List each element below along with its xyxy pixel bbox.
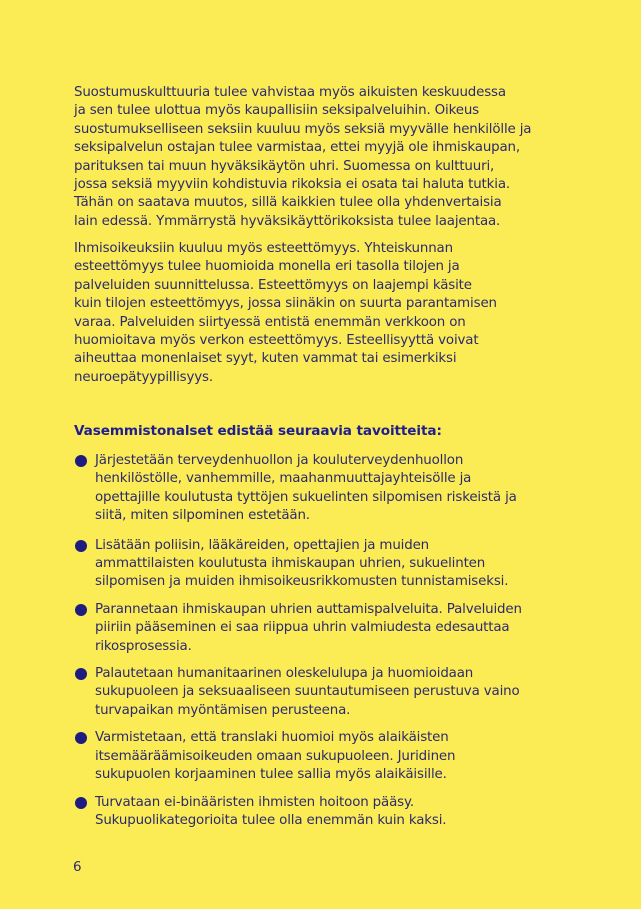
bullet-dot-icon (75, 604, 87, 616)
list-item-line: henkilöstölle, vanhemmille, maahanmuuttajayhteisölle ja (95, 471, 472, 487)
list-item (74, 601, 554, 656)
paragraph-line: aiheuttaa monenlaiset syyt, kuten vammat tai esimerkiksi (74, 351, 457, 367)
paragraph-line: Ihmisoikeuksiin kuuluu myös esteettömyys. Yhteiskunnan (74, 241, 453, 256)
list-item-line: sukupuolen korjaaminen tulee sallia myös alaikäisille. (95, 767, 447, 783)
bullet-dot-icon (75, 732, 87, 744)
bullet-dot-icon (75, 455, 87, 467)
paragraph-line: ja sen tulee ulottua myös kaupallisiin seksipalveluihin. Oikeus (74, 103, 479, 119)
paragraph-line: seksipalvelun ostajan tulee varmistaa, ettei myyjä ole ihmiskaupan, (74, 140, 521, 156)
paragraph-line: parituksen tai muun hyväksikäytön uhri. Suomessa on kulttuuri, (74, 158, 495, 174)
list-item (74, 665, 554, 720)
list-item-line: piiriin pääseminen ei saa riippua uhrin valmiudesta edesauttaa (95, 620, 510, 636)
list-item-line: siitä, miten silpominen estetään. (95, 508, 310, 524)
list-item (74, 537, 554, 592)
list-item-line: Järjestetään terveydenhuollon ja kouluterveydenhuollon (95, 453, 464, 468)
list-item-line: Palautetaan humanitaarinen oleskelulupa ja huomioidaan (95, 666, 474, 682)
goals-list (74, 452, 554, 830)
paragraph-line: kuin tilojen esteettömyys, jossa siinäkin on suurta parantamisen (74, 296, 497, 312)
list-item (74, 729, 554, 784)
paragraph-line: jossa seksiä myyviin kohdistuvia rikoksia ei osata tai haluta tutkia. (74, 177, 510, 193)
list-item-line: Parannetaan ihmiskaupan uhrien auttamispalveluita. Palveluiden (95, 601, 522, 617)
list-item-line: turvapaikan myöntämisen perusteena. (95, 702, 351, 718)
list-item-line: Sukupuolikategorioita tulee olla enemmän kuin kaksi. (95, 812, 447, 828)
paragraph-line: palveluiden suunnittelussa. Esteettömyys on laajempi käsite (74, 277, 472, 293)
list-item-line: silpomisen ja muiden ihmisoikeusrikkomusten tunnistamiseksi. (95, 574, 509, 590)
paragraph-line: huomioitava myös verkon esteettömyys. Esteellisyyttä voivat (74, 333, 479, 349)
paragraph-line: esteettömyys tulee huomioida monella eri tasolla tilojen ja (74, 259, 460, 275)
accessibility-paragraph (74, 240, 554, 387)
list-item-line: Lisätään poliisin, lääkäreiden, opettajien ja muiden (95, 537, 430, 553)
paragraph-line: lain edessä. Ymmärrystä hyväksikäyttörikoksista tulee laajentaa. (74, 213, 501, 229)
paragraph-line: varaa. Palveluiden siirtyessä entistä enemmän verkkoon on (74, 314, 466, 330)
list-item-line: Varmistetaan, että translaki huomioi myös alaikäisten (95, 730, 449, 746)
list-item-line: itsemääräämisoikeuden omaan sukupuoleen. Juridinen (95, 748, 456, 764)
paragraph-line: suostumukselliseen seksiin kuuluu myös seksiä myyvälle henkilölle ja (74, 121, 532, 137)
bullet-dot-icon (75, 668, 87, 680)
paragraph-line: neuroepätyypillisyys. (74, 369, 213, 385)
list-item-line: Turvataan ei-binääristen ihmisten hoitoon pääsy. (95, 794, 414, 810)
intro-paragraph (74, 84, 554, 231)
list-item-line: ammattilaisten koulutusta ihmiskaupan uhrien, sukuelinten (95, 556, 486, 572)
bullet-dot-icon (75, 797, 87, 809)
list-item (74, 794, 554, 831)
goals-heading: Vasemmistonalset edistää seuraavia tavoitteita: (74, 423, 442, 439)
page-number: 6 (73, 860, 82, 875)
paragraph-line: Tähän on saatava muutos, sillä kaikkien tulee olla yhdenvertaisia (74, 195, 502, 211)
list-item-line: opettajille koulutusta tyttöjen sukuelinten silpomisen riskeistä ja (95, 489, 517, 505)
list-item-line: rikosprosessia. (95, 638, 192, 654)
paragraph-line: Suostumuskulttuuria tulee vahvistaa myös aikuisten keskuudessa (74, 85, 506, 100)
list-item-line: sukupuoleen ja seksuaaliseen suuntautumiseen perustuva vaino (95, 684, 520, 700)
bullet-dot-icon (75, 540, 87, 552)
list-item (74, 452, 554, 526)
